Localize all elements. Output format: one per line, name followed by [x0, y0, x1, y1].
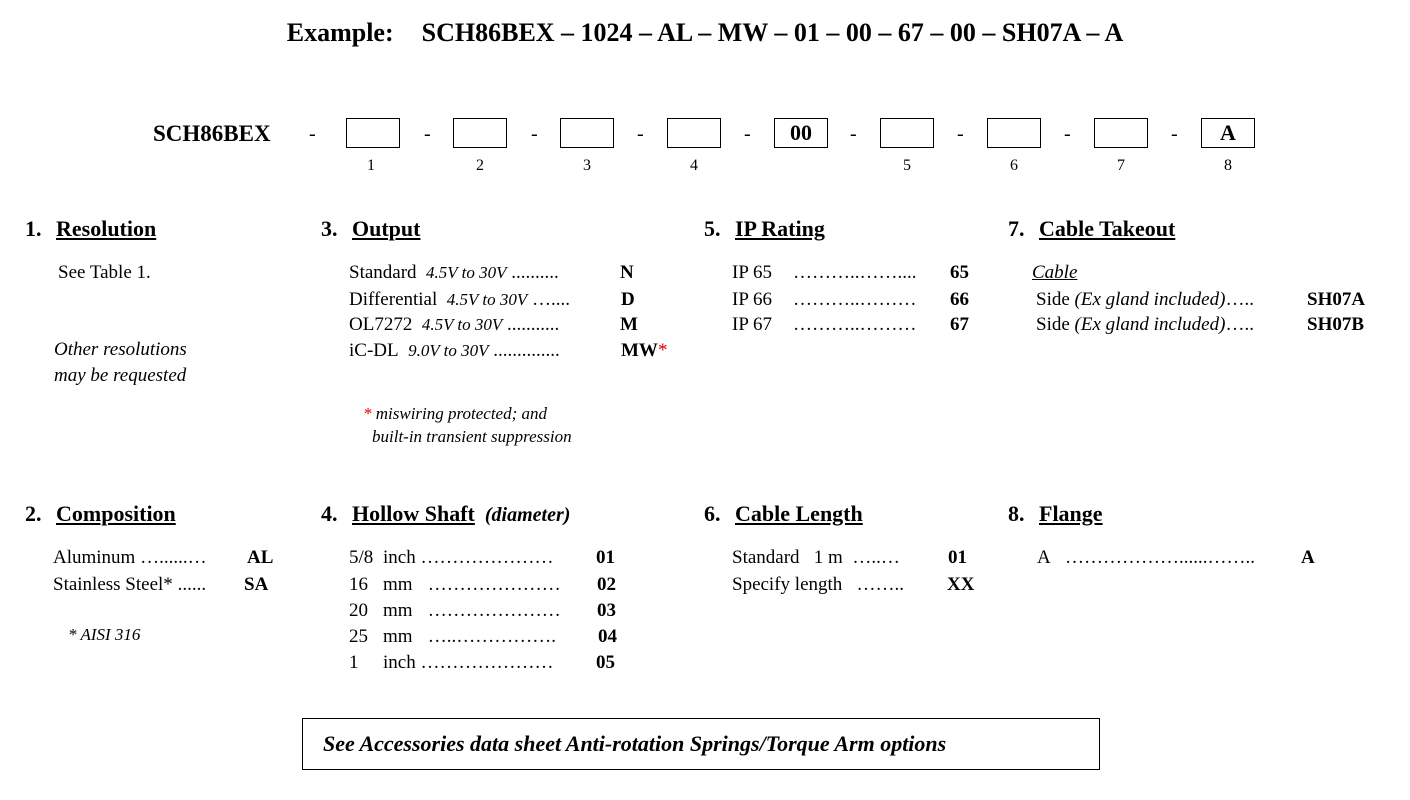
option-label: Specify length: [732, 574, 843, 595]
leader-dots: …………………: [420, 652, 554, 673]
section-heading-resolution: [25, 216, 156, 242]
resolution-table-reference: See Table 1.: [58, 262, 151, 283]
option-box-8[interactable]: A: [1201, 118, 1255, 148]
option-voltage: 9.0V to 30V: [408, 341, 489, 360]
option-code: 02: [597, 574, 616, 595]
separator-dash: -: [637, 123, 644, 145]
option-code: M: [620, 314, 638, 335]
shaft-option: [349, 626, 556, 648]
option-box-4[interactable]: [667, 118, 721, 148]
option-label: IP 67: [732, 314, 772, 335]
section-title: Resolution: [56, 216, 157, 241]
option-detail: 1 m: [813, 547, 843, 568]
composition-option-stainless: [53, 574, 206, 596]
option-code: N: [620, 262, 634, 283]
option-voltage: 4.5V to 30V: [426, 263, 507, 282]
option-label: OL7272: [349, 314, 413, 335]
section-number: 1.: [25, 216, 42, 241]
section-title: Output: [352, 216, 421, 241]
section-number: 4.: [321, 501, 338, 526]
option-code: AL: [247, 547, 274, 568]
separator-dash: -: [744, 123, 751, 145]
section-title: Composition: [56, 501, 176, 526]
example-label: Example:: [286, 18, 394, 47]
box-number: 2: [476, 157, 484, 174]
leader-dots: …..: [1225, 289, 1254, 310]
leader-dots: ………..………: [793, 314, 917, 335]
output-footnote-line-2: built-in transient suppression: [372, 427, 572, 446]
leader-dots: ……..: [856, 574, 905, 595]
section-title: Cable Takeout: [1039, 216, 1176, 241]
output-footnote-line-1: [363, 404, 547, 424]
leader-dots: ..............: [493, 340, 560, 361]
option-label: iC-DL: [349, 340, 399, 361]
leader-dots: ......: [177, 574, 207, 595]
option-code: SH07B: [1307, 314, 1365, 335]
box-number: 6: [1010, 157, 1018, 174]
shaft-option: [349, 652, 553, 674]
box-number: 8: [1224, 157, 1232, 174]
section-number: 6.: [704, 501, 721, 526]
option-code: 67: [950, 314, 969, 335]
option-box-7[interactable]: [1094, 118, 1148, 148]
shaft-option: [349, 574, 561, 596]
option-box-5[interactable]: [880, 118, 934, 148]
ip-option: [732, 262, 917, 284]
section-number: 8.: [1008, 501, 1025, 526]
option-code: D: [621, 289, 635, 310]
shaft-value: 16: [349, 574, 368, 595]
leader-dots: ..........: [511, 262, 559, 283]
option-label: IP 65: [732, 262, 772, 283]
cable-takeout-option: [1036, 314, 1254, 336]
option-code: 66: [950, 289, 969, 310]
leader-dots: …..…………….: [427, 626, 556, 647]
option-code: [621, 340, 667, 362]
cable-takeout-option: [1036, 289, 1254, 311]
leader-dots: ………..……....: [793, 262, 917, 283]
option-box-2[interactable]: [453, 118, 507, 148]
option-label: Standard: [732, 547, 800, 568]
section-heading-cable-length: [704, 501, 863, 527]
section-title: Cable Length: [735, 501, 863, 526]
option-code: 01: [948, 547, 967, 568]
section-heading-cable-takeout: [1008, 216, 1175, 242]
section-title: Hollow Shaft: [352, 501, 475, 526]
option-box-1[interactable]: [346, 118, 400, 148]
section-heading-composition: [25, 501, 176, 527]
asterisk-mark: *: [657, 340, 668, 361]
ip-option: [732, 314, 917, 336]
resolution-note-line-2: may be requested: [54, 365, 187, 386]
output-option-standard: [349, 262, 559, 284]
section-title: IP Rating: [735, 216, 825, 241]
separator-dash: -: [1064, 123, 1071, 145]
option-label: Stainless Steel*: [53, 574, 173, 595]
option-label: Side: [1036, 314, 1070, 335]
section-subtitle: (diameter): [484, 504, 571, 526]
example-code: SCH86BEX – 1024 – AL – MW – 01 – 00 – 67 – 00 – SH07A – A: [421, 18, 1124, 47]
option-voltage: 4.5V to 30V: [446, 290, 528, 309]
shaft-value: 1: [349, 652, 359, 673]
resolution-note-line-1: Other resolutions: [54, 339, 187, 360]
option-code: 01: [596, 547, 615, 568]
leader-dots: …..: [1225, 314, 1254, 335]
option-box-3[interactable]: [560, 118, 614, 148]
fixed-box-00: 00: [774, 118, 828, 148]
box-number: 1: [367, 157, 375, 174]
option-label: Standard: [349, 262, 417, 283]
leader-dots: …....: [531, 289, 570, 310]
shaft-unit: mm: [383, 600, 413, 621]
shaft-unit: mm: [383, 574, 413, 595]
leader-dots: …..…: [852, 547, 900, 568]
option-code: SH07A: [1307, 289, 1366, 310]
option-label: Aluminum: [53, 547, 136, 568]
leader-dots: …......…: [140, 547, 207, 568]
option-code: A: [1301, 547, 1315, 568]
output-option-ic-dl: [349, 340, 560, 362]
output-option-differential: [349, 289, 570, 311]
option-label: A: [1037, 547, 1051, 568]
composition-footnote: * AISI 316: [68, 625, 141, 644]
option-code: 03: [597, 600, 616, 621]
footnote-text: miswiring protected; and: [375, 404, 547, 423]
leader-dots: …………………: [420, 547, 554, 568]
leader-dots: …………………: [427, 600, 561, 621]
section-heading-hollow-shaft: [321, 501, 570, 527]
shaft-unit: inch: [383, 547, 416, 568]
section-title: Flange: [1039, 501, 1103, 526]
output-option-ol7272: [349, 314, 559, 336]
option-code: SA: [244, 574, 269, 595]
flange-option: [1037, 547, 1255, 569]
option-detail: (Ex gland included): [1074, 289, 1226, 310]
option-label: Side: [1036, 289, 1070, 310]
option-code: 65: [950, 262, 969, 283]
option-code: XX: [947, 574, 975, 595]
separator-dash: -: [531, 123, 538, 145]
section-number: 3.: [321, 216, 338, 241]
section-heading-flange: [1008, 501, 1103, 527]
separator-dash: -: [1171, 123, 1178, 145]
option-box-6[interactable]: [987, 118, 1041, 148]
section-heading-ip-rating: [704, 216, 825, 242]
model-name: SCH86BEX: [153, 121, 271, 146]
option-voltage: 4.5V to 30V: [421, 315, 503, 334]
example-title: [0, 18, 1410, 48]
asterisk-mark: *: [363, 404, 372, 423]
box-number: 7: [1117, 157, 1125, 174]
composition-option-aluminum: [53, 547, 207, 569]
shaft-option: [349, 600, 561, 622]
option-detail: (Ex gland included): [1074, 314, 1226, 335]
shaft-value: 25: [349, 626, 368, 647]
cable-length-option-standard: [732, 547, 900, 569]
separator-dash: -: [957, 123, 964, 145]
leader-dots: ...........: [507, 314, 560, 335]
option-code: 04: [598, 626, 617, 647]
leader-dots: ………………......……..: [1064, 547, 1255, 568]
box-number: 5: [903, 157, 911, 174]
box-number: 3: [583, 157, 591, 174]
leader-dots: ………..………: [793, 289, 917, 310]
ip-option: [732, 289, 917, 311]
leader-dots: …………………: [427, 574, 561, 595]
cable-subheading: Cable: [1032, 262, 1078, 283]
accessories-note-text: See Accessories data sheet Anti-rotation Springs/Torque Arm options: [323, 731, 947, 756]
separator-dash: -: [309, 123, 316, 145]
option-code-text: MW: [621, 340, 658, 361]
shaft-unit: inch: [383, 652, 416, 673]
shaft-value: 5/8: [349, 547, 374, 568]
section-number: 7.: [1008, 216, 1025, 241]
separator-dash: -: [850, 123, 857, 145]
separator-dash: -: [424, 123, 431, 145]
option-code: 05: [596, 652, 615, 673]
option-label: IP 66: [732, 289, 772, 310]
accessories-note-box: [302, 718, 1100, 770]
box-number: 4: [690, 157, 698, 174]
shaft-unit: mm: [383, 626, 413, 647]
section-number: 2.: [25, 501, 42, 526]
option-label: Differential: [349, 289, 438, 310]
section-heading-output: [321, 216, 420, 242]
shaft-option: [349, 547, 553, 569]
section-number: 5.: [704, 216, 721, 241]
cable-length-option-specify: [732, 574, 904, 596]
shaft-value: 20: [349, 600, 368, 621]
